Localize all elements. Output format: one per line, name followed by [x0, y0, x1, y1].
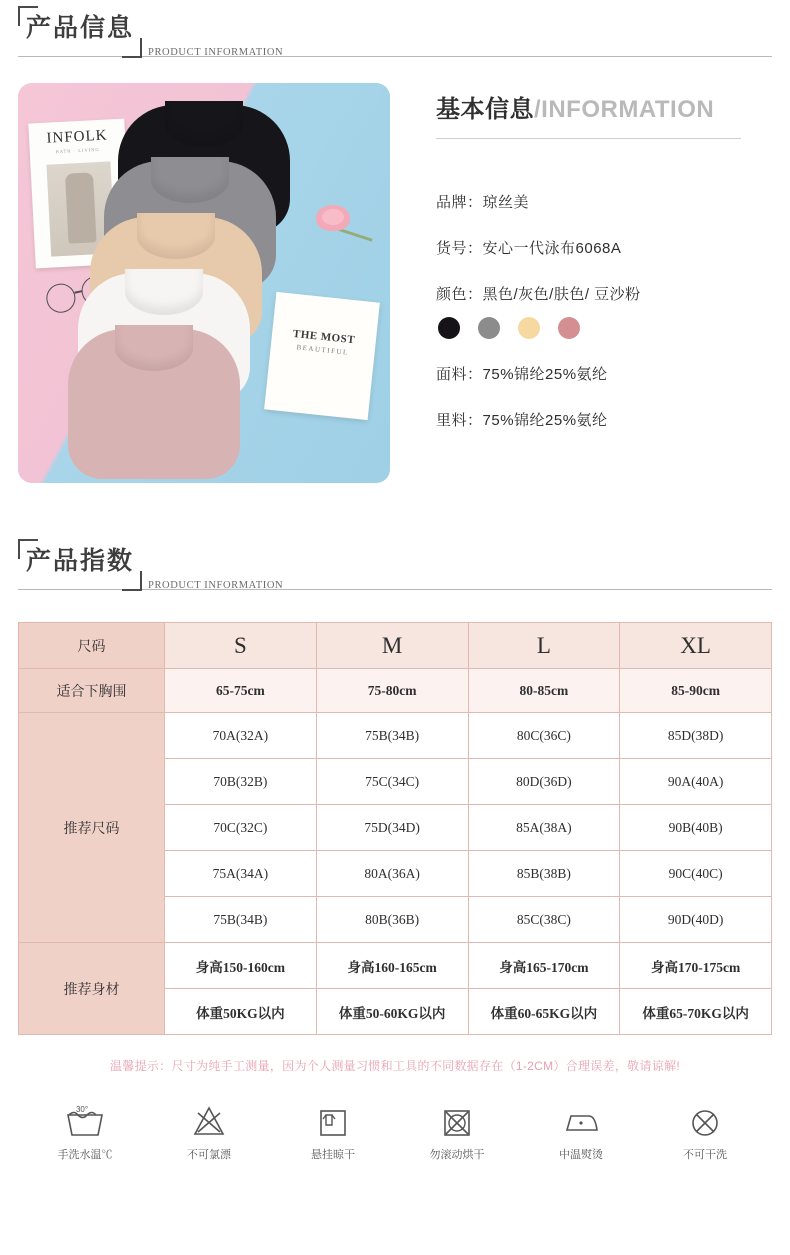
underbust-m: 75-80cm	[316, 669, 468, 713]
hang-dry-icon	[294, 1100, 372, 1142]
rec-size-4-m: 80A(36A)	[316, 851, 468, 897]
section-title-en: PRODUCT INFORMATION	[148, 47, 284, 58]
info-row-fabric	[436, 363, 772, 384]
info-label-fabric: 面料：	[436, 366, 483, 383]
row-label-underbust: 适合下胸围	[19, 669, 165, 713]
rec-size-3-m: 75D(34D)	[316, 805, 468, 851]
information-heading	[436, 89, 772, 124]
care-label-no-dry-clean: 不可干洗	[683, 1149, 727, 1161]
body-height-s: 身高150-160cm	[165, 943, 317, 989]
info-row-sku	[436, 237, 772, 258]
information-heading-cn: 基本信息	[436, 96, 534, 123]
body-height-l: 身高165-170cm	[468, 943, 620, 989]
underbust-xl: 85-90cm	[620, 669, 772, 713]
swatch-skin	[518, 317, 540, 339]
rec-size-5-s: 75B(34B)	[165, 897, 317, 943]
rec-size-2-l: 80D(36D)	[468, 759, 620, 805]
row-label-recommended-body: 推荐身材	[19, 943, 165, 1035]
no-bleach-icon	[170, 1100, 248, 1142]
info-label-sku: 货号：	[436, 240, 483, 257]
information-heading-en: /INFORMATION	[534, 96, 715, 123]
rec-size-1-l: 80C(36C)	[468, 713, 620, 759]
rec-size-2-s: 70B(32B)	[165, 759, 317, 805]
care-item-low-iron	[542, 1100, 620, 1162]
info-row-color	[436, 283, 772, 304]
size-table	[18, 622, 772, 1035]
table-header-xl: XL	[620, 623, 772, 669]
table-row-recommended-size-1	[19, 713, 772, 759]
rec-size-3-l: 85A(38A)	[468, 805, 620, 851]
rec-size-4-l: 85B(38B)	[468, 851, 620, 897]
swatch-pink	[558, 317, 580, 339]
bracket-bottom-right-icon	[122, 38, 142, 58]
info-value-color: 黑色/灰色/肤色/ 豆沙粉	[482, 286, 641, 303]
card-prop	[264, 292, 380, 420]
section-title-cn-2: 产品指数	[26, 548, 135, 575]
section-header-product-index	[18, 533, 772, 589]
care-item-no-bleach	[170, 1100, 248, 1162]
rec-size-2-xl: 90A(40A)	[620, 759, 772, 805]
rec-size-4-xl: 90C(40C)	[620, 851, 772, 897]
table-header-l: L	[468, 623, 620, 669]
info-value-fabric: 75%锦纶25%氨纶	[482, 366, 608, 383]
underbust-s: 65-75cm	[165, 669, 317, 713]
body-height-m: 身高160-165cm	[316, 943, 468, 989]
underbust-l: 80-85cm	[468, 669, 620, 713]
info-row-lining	[436, 409, 772, 430]
info-value-sku: 安心一代泳布6068A	[482, 240, 622, 257]
product-photo	[18, 83, 390, 483]
info-label-brand: 品牌：	[436, 194, 483, 211]
table-row-underbust	[19, 669, 772, 713]
care-instructions	[0, 1100, 790, 1162]
size-table-wrapper	[18, 622, 772, 1035]
rec-size-5-xl: 90D(40D)	[620, 897, 772, 943]
rec-size-5-l: 85C(38C)	[468, 897, 620, 943]
row-label-recommended-size: 推荐尺码	[19, 713, 165, 943]
body-weight-m: 体重50-60KG以内	[316, 989, 468, 1035]
care-label-no-tumble-dry: 勿滚动烘干	[429, 1149, 485, 1161]
info-value-lining: 75%锦纶25%氨纶	[482, 412, 608, 429]
body-height-xl: 身高170-175cm	[620, 943, 772, 989]
care-label-hand-wash: 手洗水温℃	[57, 1149, 113, 1161]
table-row-body-height	[19, 943, 772, 989]
card-line-1: THE MOST	[292, 327, 356, 347]
rec-size-2-m: 75C(34C)	[316, 759, 468, 805]
table-header-m: M	[316, 623, 468, 669]
care-item-hand-wash	[46, 1100, 124, 1162]
rec-size-3-xl: 90B(40B)	[620, 805, 772, 851]
care-item-hang-dry	[294, 1100, 372, 1162]
table-header-row	[19, 623, 772, 669]
table-header-size-label: 尺码	[19, 623, 165, 669]
product-bra-pink	[68, 329, 240, 479]
info-row-brand	[436, 191, 772, 212]
rec-size-3-s: 70C(32C)	[165, 805, 317, 851]
hand-wash-icon	[46, 1100, 124, 1142]
measurement-note: 温馨提示：尺寸为纯手工测量，因为个人测量习惯和工具的不同数据存在（1-2CM）合理误差，敬请谅解!	[109, 1059, 681, 1073]
rec-size-1-s: 70A(32A)	[165, 713, 317, 759]
info-label-lining: 里料：	[436, 412, 483, 429]
info-label-color: 颜色：	[436, 286, 483, 303]
section-header-product-info	[18, 0, 772, 56]
no-tumble-dry-icon	[418, 1100, 496, 1142]
no-dry-clean-icon	[666, 1100, 744, 1142]
flower-bud	[316, 205, 350, 231]
care-label-hang-dry: 悬挂晾干	[311, 1149, 355, 1161]
care-item-no-dry-clean	[666, 1100, 744, 1162]
card-line-2: BEAUTIFUL	[296, 343, 350, 357]
rec-size-1-m: 75B(34B)	[316, 713, 468, 759]
carnation-prop-icon	[312, 205, 356, 245]
color-swatches	[438, 317, 772, 339]
section-title-cn: 产品信息	[26, 15, 135, 42]
information-panel	[436, 83, 772, 483]
rec-size-4-s: 75A(34A)	[165, 851, 317, 897]
info-value-brand: 琼丝美	[482, 194, 530, 211]
information-rows	[436, 191, 772, 430]
product-info-body	[18, 83, 772, 483]
table-header-s: S	[165, 623, 317, 669]
svg-text:30°: 30°	[75, 1105, 89, 1114]
rec-size-1-xl: 85D(38D)	[620, 713, 772, 759]
care-item-no-tumble-dry	[418, 1100, 496, 1162]
magazine-title: INFOLK	[46, 127, 108, 147]
low-iron-icon	[542, 1100, 620, 1142]
body-weight-xl: 体重65-70KG以内	[620, 989, 772, 1035]
body-weight-s: 体重50KG以内	[165, 989, 317, 1035]
care-label-no-bleach: 不可氯漂	[187, 1149, 231, 1161]
care-label-low-iron: 中温熨烫	[559, 1149, 603, 1161]
rec-size-5-m: 80B(36B)	[316, 897, 468, 943]
magazine-subtitle: BATH · LIVING	[55, 146, 100, 155]
swatch-gray	[478, 317, 500, 339]
glasses-lens-left	[44, 281, 78, 315]
bracket-bottom-right-icon-2	[122, 571, 142, 591]
swatch-black	[438, 317, 460, 339]
section-title-en-2: PRODUCT INFORMATION	[148, 580, 284, 591]
body-weight-l: 体重60-65KG以内	[468, 989, 620, 1035]
information-heading-divider	[436, 138, 741, 139]
